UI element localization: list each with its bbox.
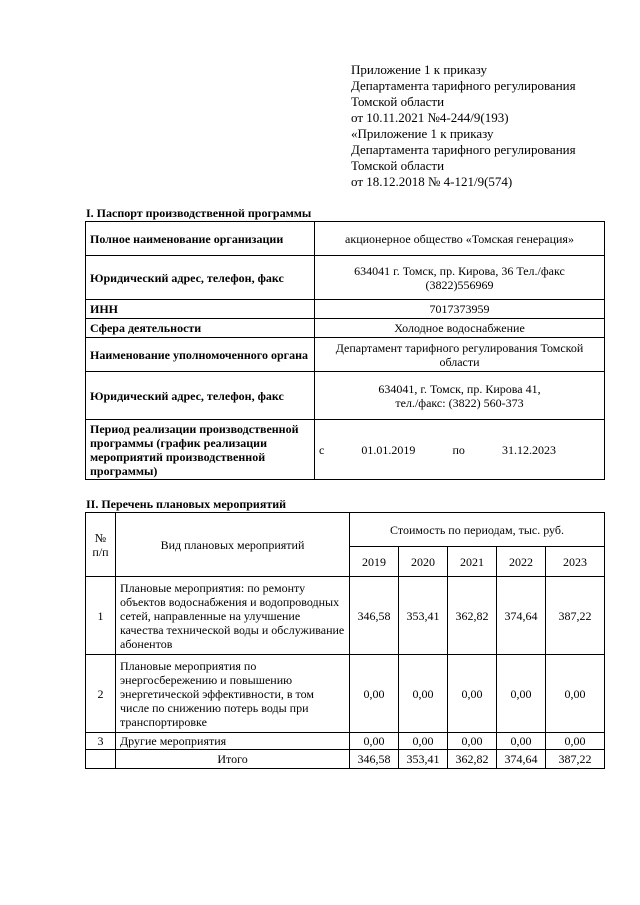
table-row [86,577,605,655]
plan-title: II. Перечень плановых мероприятий [86,497,287,511]
passport-row [86,256,605,300]
passport-value: Холодное водоснабжение [315,319,605,338]
col-header-type: Вид плановых мероприятий [116,513,350,577]
header-line: Департамента тарифного регулирования [351,78,576,93]
header-line: Департамента тарифного регулирования [351,142,576,157]
table-row [86,655,605,733]
row-name: Плановые мероприятия по энергосбережению и повышению энергетической эффективности, в том числе по снижению потерь воды при транспортировке [116,655,350,733]
plan-header-row [86,513,605,547]
row-num: 1 [86,577,116,655]
row-value: 0,00 [546,733,605,750]
row-num: 3 [86,733,116,750]
col-header-cost: Стоимость по периодам, тыс. руб. [350,513,605,547]
passport-label: Полное наименование организации [86,222,315,256]
year-header: 2020 [399,547,448,577]
total-row [86,750,605,769]
passport-row [86,372,605,420]
header-line: от 18.12.2018 № 4-121/9(574) [351,174,513,189]
passport-row [86,300,605,319]
header-line: «Приложение 1 к приказу [351,126,494,141]
passport-value: Департамент тарифного регулирования Томской области [315,338,605,372]
total-value: 362,82 [448,750,497,769]
row-value: 0,00 [497,655,546,733]
total-value: 387,22 [546,750,605,769]
passport-value [315,372,605,420]
row-value: 353,41 [399,577,448,655]
total-value: 346,58 [350,750,399,769]
total-label: Итого [116,750,350,769]
period-value [315,420,605,480]
year-header: 2019 [350,547,399,577]
row-num: 2 [86,655,116,733]
passport-value: акционерное общество «Томская генерация» [315,222,605,256]
order-header [351,62,621,190]
header-line: Томской области [351,158,445,173]
row-value: 374,64 [497,577,546,655]
row-value: 0,00 [350,733,399,750]
passport-label: Юридический адрес, телефон, факс [86,372,315,420]
passport-title: I. Паспорт производственной программы [86,206,312,220]
year-header: 2022 [497,547,546,577]
row-name: Плановые мероприятия: по ремонту объектов водоснабжения и водопроводных сетей, направленные на улучшение качества технической воды и обслуживание абонентов [116,577,350,655]
total-value: 353,41 [399,750,448,769]
total-value: 374,64 [497,750,546,769]
period-to-date: 31.12.2023 [501,442,556,457]
period-from-word: с [319,442,325,457]
header-line: от 10.11.2021 №4-244/9(193) [351,110,509,125]
row-value: 0,00 [546,655,605,733]
row-value: 387,22 [546,577,605,655]
passport-table [85,221,605,480]
total-num [86,750,116,769]
row-value: 0,00 [399,655,448,733]
passport-row [86,222,605,256]
passport-row [86,338,605,372]
passport-value: 634041 г. Томск, пр. Кирова, 36 Тел./факс (3822)556969 [315,256,605,300]
row-value: 0,00 [448,733,497,750]
row-value: 0,00 [350,655,399,733]
header-line: Томской области [351,94,445,109]
passport-label: Юридический адрес, телефон, факс [86,256,315,300]
period-to-word: по [452,442,465,457]
plan-table [85,512,605,769]
address-line: 634041, г. Томск, пр. Кирова 41, [378,381,541,396]
row-value: 346,58 [350,577,399,655]
passport-label: Сфера деятельности [86,319,315,338]
col-header-num: № п/п [86,513,116,577]
table-row [86,733,605,750]
row-name: Другие мероприятия [116,733,350,750]
year-header: 2021 [448,547,497,577]
row-value: 0,00 [399,733,448,750]
passport-row [86,319,605,338]
row-value: 0,00 [497,733,546,750]
row-value: 0,00 [448,655,497,733]
passport-label: Период реализации производственной программы (график реализации мероприятий производственной программы) [86,420,315,480]
header-line: Приложение 1 к приказу [351,62,488,77]
passport-row [86,420,605,480]
row-value: 362,82 [448,577,497,655]
phone-line: тел./факс: (3822) 560-373 [395,395,524,410]
period-from-date: 01.01.2019 [361,442,416,457]
passport-value: 7017373959 [315,300,605,319]
passport-label: ИНН [86,300,315,319]
passport-label: Наименование уполномоченного органа [86,338,315,372]
year-header: 2023 [546,547,605,577]
